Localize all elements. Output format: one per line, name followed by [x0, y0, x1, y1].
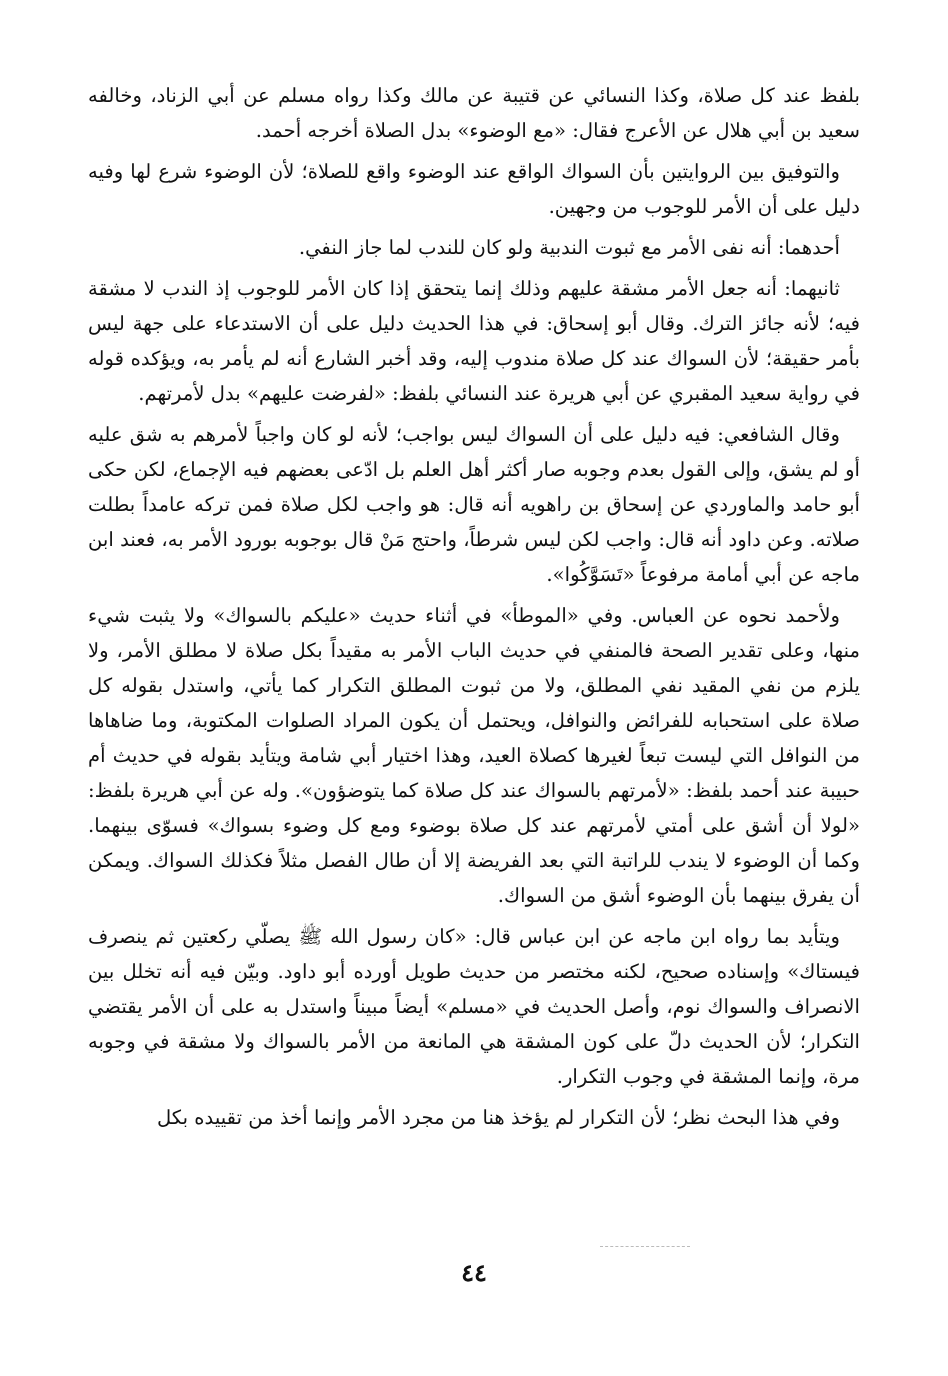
paragraph-6: ولأحمد نحوه عن العباس. وفي «الموطأ» في أثناء حديث «عليكم بالسواك» ولا يثبت شيء منها، وعلى تقدير الصحة فالمنفي في حديث الباب الأمر به مقيداً بكل صلاة لا مطلق الأمر، ولا يلزم من نفي المقيد نفي المطلق، ولا من ثبوت المطلق التكرار كما يأتي، واستدل بقوله كل صلاة على استحبابه للفرائض والنوافل، ويحتمل أن يكون المراد الصلوات المكتوبة، وما ضاهاها من النوافل التي ليست تبعاً لغيرها كصلاة العيد، وهذا اختيار أبي شامة ويتأيد بقوله في حديث أم حبيبة عند أحمد بلفظ: «لأمرتهم بالسواك عند كل صلاة كما يتوضؤون». وله عن أبي هريرة بلفظ: «لولا أن أشق على أمتي لأمرتهم عند كل صلاة بوضوء ومع كل وضوء بسواك» فسوّى بينهما. وكما أن الوضوء لا يندب للراتبة التي بعد الفريضة إلا أن طال الفصل مثلاً فكذلك السواك. ويمكن أن يفرق بينهما بأن الوضوء أشق من السواك.	[88, 604, 860, 907]
paragraph-4: ثانيهما: أنه جعل الأمر مشقة عليهم وذلك إنما يتحقق إذا كان الأمر للوجوب إذ الندب لا مشقة فيه؛ لأنه جائز الترك. وقال أبو إسحاق: في هذا الحديث دليل على أن الاستدعاء على جهة ليس بأمر حقيقة؛ لأن السواك عند كل صلاة مندوب إليه، وقد أخبر الشارع أنه لم يأمر به، ويؤكده قوله في رواية سعيد المقبري عن أبي هريرة عند النسائي بلفظ: «لفرضت عليهم» بدل لأمرتهم.	[88, 277, 860, 405]
paragraph-2: والتوفيق بين الروايتين بأن السواك الواقع عند الوضوء واقع للصلاة؛ لأن الوضوء شرع لها وفيه دليل على أن الأمر للوجوب من وجهين.	[88, 160, 860, 218]
paragraph-7: ويتأيد بما رواه ابن ماجه عن ابن عباس قال: «كان رسول الله ﷺ يصلّي ركعتين ثم ينصرف فيستاك» وإسناده صحيح، لكنه مختصر من حديث طويل أورده أبو داود. وبيّن فيه أنه تخلل بين الانصراف والسواك نوم، وأصل الحديث في «مسلم» أيضاً مبيناً واستدل به على أن الأمر يقتضي التكرار؛ لأن الحديث دلّ على كون المشقة هي المانعة من الأمر بالسواك ولا مشقة في وجوبه مرة، وإنما المشقة في وجوب التكرار.	[88, 925, 860, 1088]
paragraph-1: بلفظ عند كل صلاة، وكذا النسائي عن قتيبة عن مالك وكذا رواه مسلم عن أبي الزناد، وخالفه سعيد بن أبي هلال عن الأعرج فقال: «مع الوضوء» بدل الصلاة أخرجه أحمد.	[88, 84, 860, 142]
paragraph-5: وقال الشافعي: فيه دليل على أن السواك ليس بواجب؛ لأنه لو كان واجباً لأمرهم به شق عليه أو لم يشق، وإلى القول بعدم وجوبه صار أكثر أهل العلم بل ادّعى بعضهم فيه الإجماع، لكن حكى أبو حامد والماوردي عن إسحاق بن راهويه أنه قال: هو واجب لكل صلاة فمن تركه عامداً بطلت صلاته. وعن داود أنه قال: واجب لكن ليس شرطاً، واحتج مَنْ قال بوجوبه بورود الأمر به، فعند ابن ماجه عن أبي أمامة مرفوعاً «تَسَوَّكُوا».	[88, 423, 860, 586]
footer-rule	[600, 1246, 690, 1247]
paragraph-3: أحدهما: أنه نفى الأمر مع ثبوت الندبية ولو كان للندب لما جاز النفي.	[298, 236, 840, 259]
paragraph-8: وفي هذا البحث نظر؛ لأن التكرار لم يؤخذ هنا من مجرد الأمر وإنما أخذ من تقييده بكل	[156, 1106, 840, 1129]
page-number: ٤٤	[461, 1258, 487, 1287]
page-body	[88, 78, 860, 1141]
